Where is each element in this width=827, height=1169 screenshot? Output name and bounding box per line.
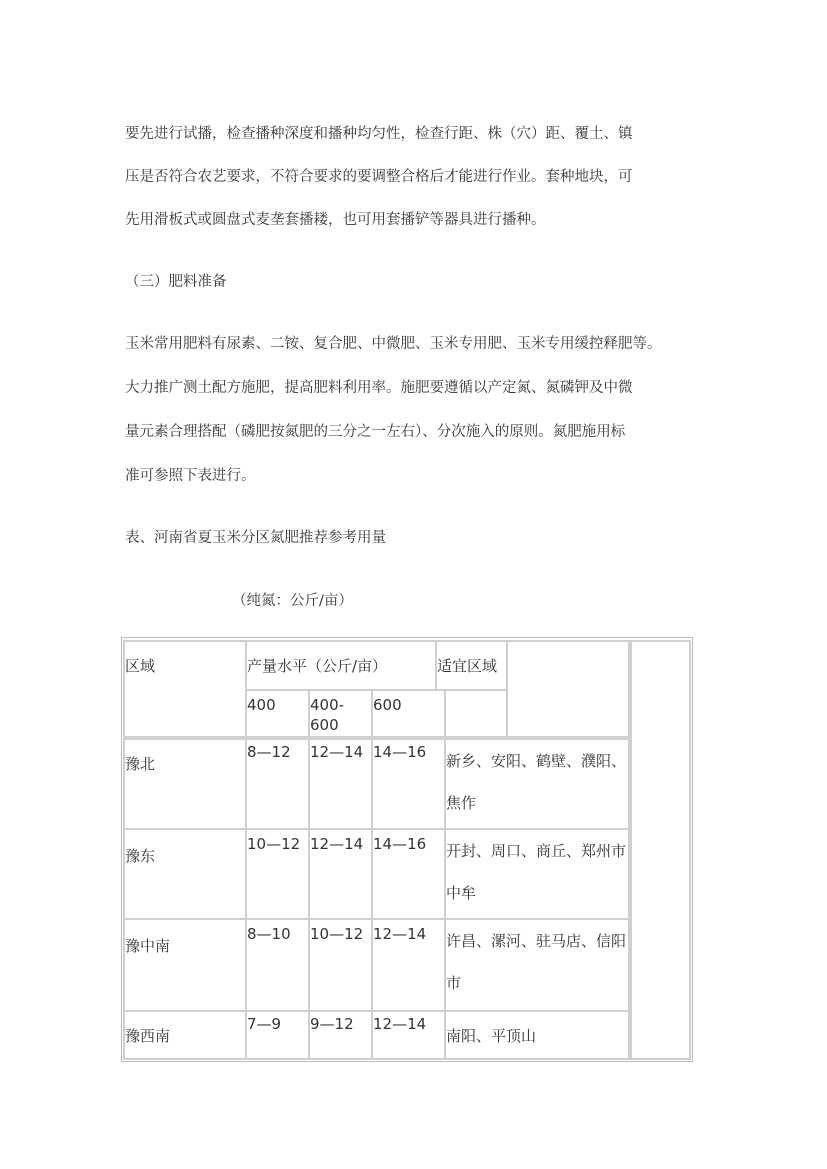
row-value-400: 10—12 bbox=[245, 828, 310, 920]
row-value-400-600: 12—14 bbox=[308, 828, 373, 920]
section-heading: （三）肥料准备 bbox=[125, 274, 227, 290]
row-region: 豫中南 bbox=[123, 918, 247, 1012]
row-suitable-area: 南阳、平顶山 bbox=[444, 1010, 630, 1060]
intro-line-2: 压是否符合农艺要求，不符合要求的要调整合格后才能进行作业。套种地块，可 bbox=[125, 169, 633, 185]
row-value-400-600: 9—12 bbox=[308, 1010, 373, 1060]
fertilizer-line-4: 准可参照下表进行。 bbox=[125, 468, 256, 484]
row-value-600: 14—16 bbox=[371, 828, 446, 920]
row-suitable-area: 许昌、漯河、驻马店、信阳 市 bbox=[444, 918, 630, 1012]
header-level-400-600: 400-600 bbox=[308, 689, 373, 738]
row-region: 豫北 bbox=[123, 738, 247, 830]
row-value-400: 8—12 bbox=[245, 738, 310, 830]
table-caption: 表、河南省夏玉米分区氮肥推荐参考用量 bbox=[125, 530, 386, 546]
row-suitable-area: 新乡、安阳、鹤壁、濮阳、 焦作 bbox=[444, 738, 630, 830]
row-value-600: 12—14 bbox=[371, 918, 446, 1012]
fertilizer-line-3: 量元素合理搭配（磷肥按氮肥的三分之一左右）、分次施入的原则。氮肥施用标 bbox=[125, 424, 626, 440]
fertilizer-line-1: 玉米常用肥料有尿素、二铵、复合肥、中微肥、玉米专用肥、玉米专用缓控释肥等。 bbox=[125, 336, 662, 352]
row-region: 豫东 bbox=[123, 828, 247, 920]
intro-line-3: 先用滑板式或圆盘式麦垄套播耧，也可用套播铲等器具进行播种。 bbox=[125, 212, 546, 228]
row-value-400: 8—10 bbox=[245, 918, 310, 1012]
row-value-400-600: 12—14 bbox=[308, 738, 373, 830]
row-value-400: 7—9 bbox=[245, 1010, 310, 1060]
fertilizer-line-2: 大力推广测土配方施肥，提高肥料利用率。施肥要遵循以产定氮、氮磷钾及中微 bbox=[125, 380, 633, 396]
header-level-400: 400 bbox=[245, 689, 310, 738]
row-region: 豫西南 bbox=[123, 1010, 247, 1060]
header-level-600: 600 bbox=[371, 689, 446, 738]
header-empty-cell bbox=[506, 640, 630, 738]
intro-line-1: 要先进行试播，检查播种深度和播种均匀性，检查行距、株（穴）距、覆土、镇 bbox=[125, 126, 633, 142]
header-suitable-area: 适宜区域 bbox=[435, 640, 508, 691]
header-region: 区域 bbox=[123, 640, 247, 738]
header-level-blank bbox=[444, 689, 508, 738]
table-unit: （纯氮：公斤/亩） bbox=[232, 593, 353, 609]
row-suitable-area: 开封、周口、商丘、郑州市 中牟 bbox=[444, 828, 630, 920]
table-side-cell bbox=[630, 640, 691, 1060]
row-value-600: 14—16 bbox=[371, 738, 446, 830]
row-value-400-600: 10—12 bbox=[308, 918, 373, 1012]
header-yield-level: 产量水平（公斤/亩） bbox=[245, 640, 437, 691]
row-value-600: 12—14 bbox=[371, 1010, 446, 1060]
